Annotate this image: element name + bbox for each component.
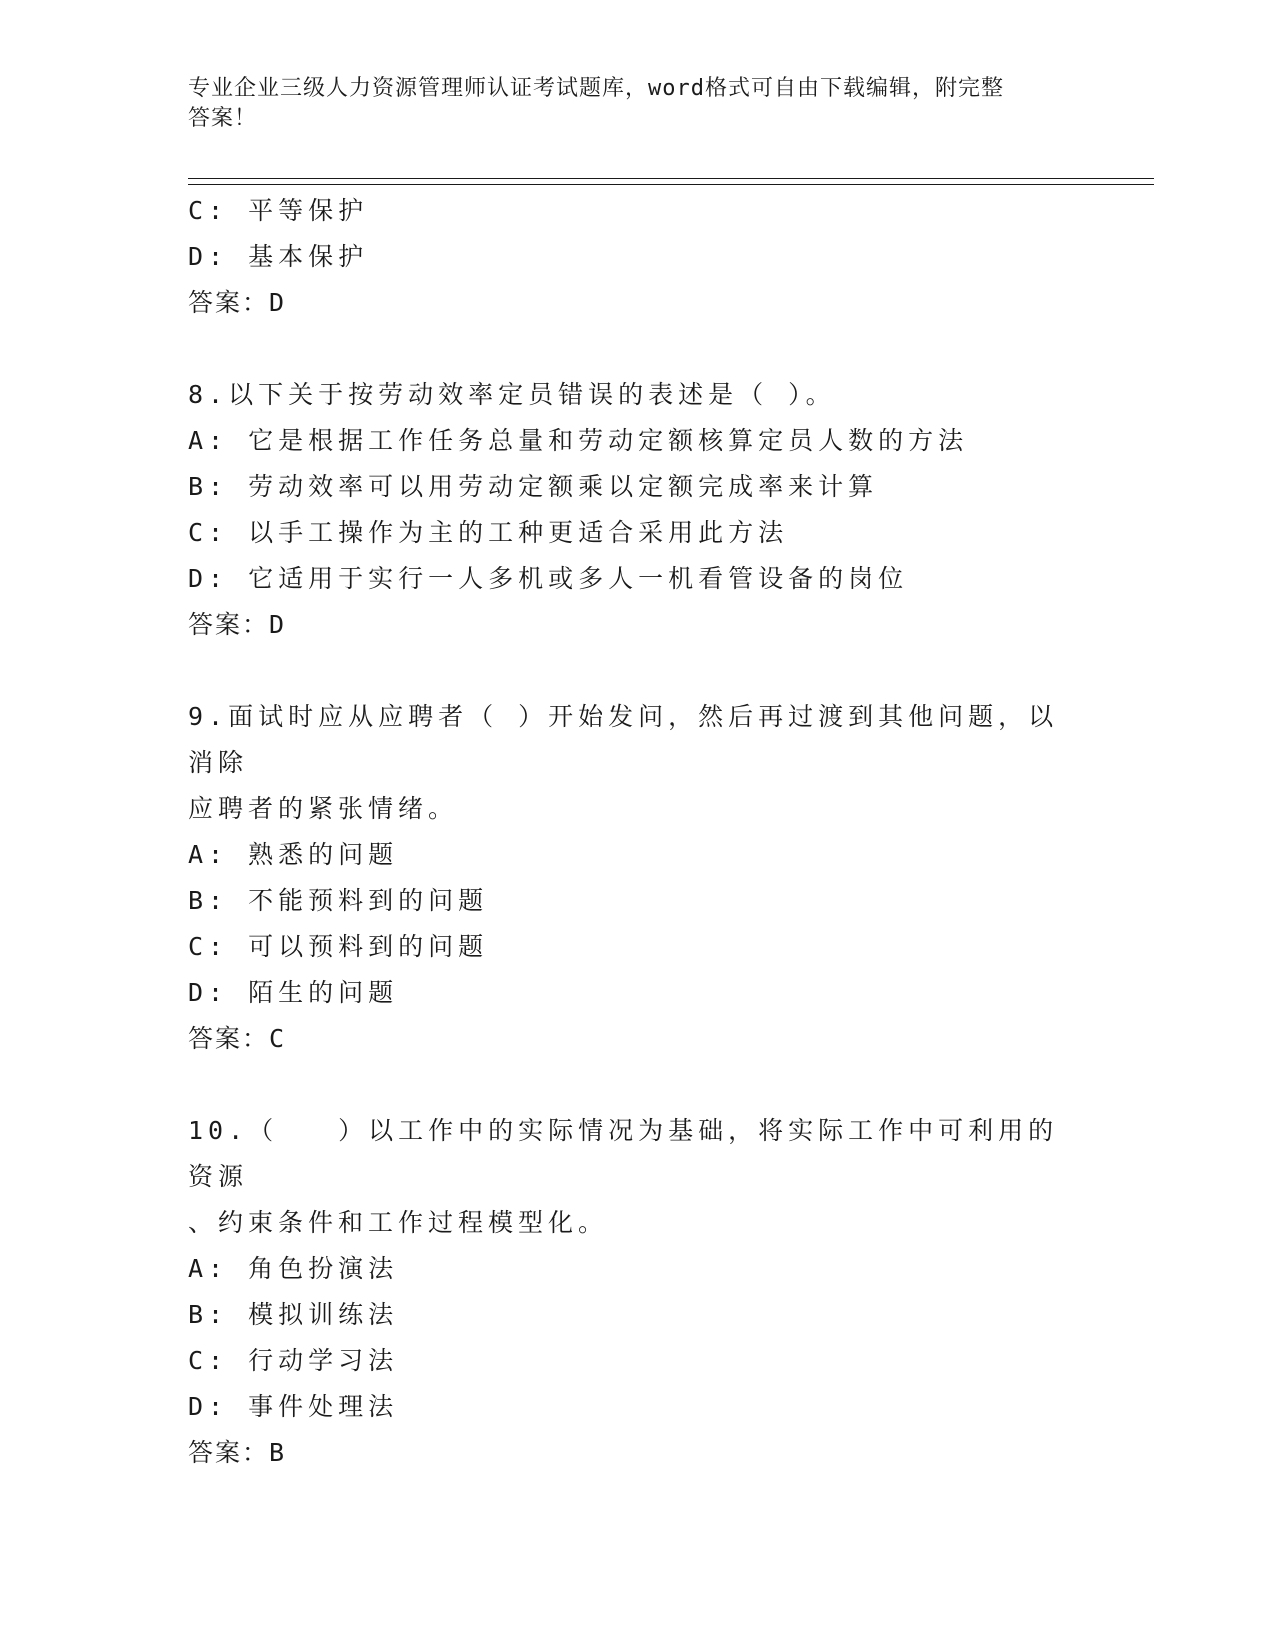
question-text-line-2: 、约束条件和工作过程模型化。 — [188, 1208, 609, 1237]
header-divider-bottom — [188, 184, 1154, 185]
option-a: A: 它是根据工作任务总量和劳动定额核算定员人数的方法 — [188, 426, 969, 455]
answer-line: 答案：C — [188, 1024, 287, 1053]
header-divider-top — [188, 178, 1154, 179]
spacer — [188, 326, 1088, 372]
previous-question-block — [188, 188, 1088, 326]
option-a: A: 角色扮演法 — [188, 1254, 399, 1283]
answer-line: 答案：D — [188, 288, 287, 317]
question-text-line-1: 10.（ ）以工作中的实际情况为基础，将实际工作中可利用的资源 — [188, 1116, 1059, 1191]
header-line-2: 答案！ — [188, 106, 258, 131]
document-header — [188, 74, 1088, 134]
question-text-line-1: 9.面试时应从应聘者（ ）开始发问，然后再过渡到其他问题，以消除 — [188, 702, 1059, 777]
option-d: D: 陌生的问题 — [188, 978, 399, 1007]
question-text-line-2: 应聘者的紧张情绪。 — [188, 794, 459, 823]
option-a: A: 熟悉的问题 — [188, 840, 399, 869]
answer-line: 答案：D — [188, 610, 287, 639]
option-d: D: 事件处理法 — [188, 1392, 399, 1421]
option-c: C: 平等保护 — [188, 196, 369, 225]
header-line-1: 专业企业三级人力资源管理师认证考试题库，word格式可自由下载编辑，附完整 — [188, 76, 1004, 101]
option-c: C: 可以预料到的问题 — [188, 932, 489, 961]
spacer — [188, 648, 1088, 694]
question-9 — [188, 694, 1088, 1062]
question-8 — [188, 372, 1088, 648]
option-c: C: 以手工操作为主的工种更适合采用此方法 — [188, 518, 789, 547]
option-b: B: 劳动效率可以用劳动定额乘以定额完成率来计算 — [188, 472, 879, 501]
question-list — [188, 188, 1088, 1476]
question-text: 8.以下关于按劳动效率定员错误的表述是（ ）。 — [188, 380, 836, 409]
option-b: B: 模拟训练法 — [188, 1300, 399, 1329]
option-c: C: 行动学习法 — [188, 1346, 399, 1375]
question-10 — [188, 1108, 1088, 1476]
option-d: D: 它适用于实行一人多机或多人一机看管设备的岗位 — [188, 564, 909, 593]
option-b: B: 不能预料到的问题 — [188, 886, 489, 915]
option-d: D: 基本保护 — [188, 242, 369, 271]
answer-line: 答案：B — [188, 1438, 287, 1467]
spacer — [188, 1062, 1088, 1108]
